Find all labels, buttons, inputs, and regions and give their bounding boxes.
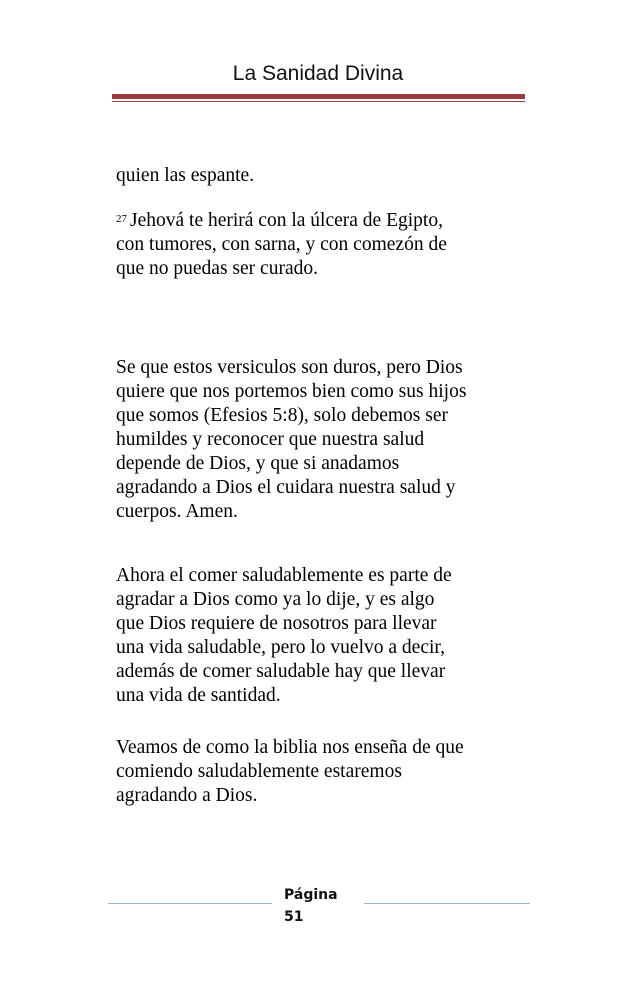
header-rule-thick [112, 94, 525, 99]
page-label: Página [284, 887, 338, 903]
text-line: que no puedas ser curado. [116, 258, 318, 279]
paragraph-2-verse [116, 209, 536, 281]
verse-number: 27 [116, 213, 127, 225]
header-rule-thin [112, 101, 525, 102]
text-line: agradar a Dios como ya lo dije, y es algo [116, 589, 435, 610]
paragraph-3 [116, 356, 536, 524]
text-line: una vida saludable, pero lo vuelvo a decir, [116, 637, 445, 658]
text-line: humildes y reconocer que nuestra salud [116, 429, 425, 450]
text-line: Ahora el comer saludablemente es parte de [116, 565, 452, 586]
text-line: con tumores, con sarna, y con comezón de [116, 234, 447, 255]
footer-rule-right [364, 903, 530, 904]
text-line: quien las espante. [116, 165, 255, 186]
running-header: La Sanidad Divina [232, 62, 404, 85]
text-line: además de comer saludable hay que llevar [116, 661, 446, 682]
text-line: depende de Dios, y que si anadamos [116, 453, 400, 474]
text-line: Se que estos versiculos son duros, pero Dios [116, 357, 463, 378]
text-line: que somos (Efesios 5:8), solo debemos ser [116, 405, 448, 426]
text-line: Veamos de como la biblia nos enseña de que [116, 737, 464, 758]
paragraph-5 [116, 736, 536, 808]
footer-rule-left [108, 903, 272, 904]
text-line: que Dios requiere de nosotros para llevar [116, 613, 437, 634]
page-number [284, 884, 338, 928]
text-line: una vida de santidad. [116, 685, 281, 706]
verse-text: Jehová te herirá con la úlcera de Egipto, [130, 210, 443, 231]
text-line: cuerpos. Amen. [116, 501, 238, 522]
paragraph-1 [116, 164, 536, 188]
page-number-value: 51 [284, 909, 304, 925]
text-line: agradando a Dios. [116, 785, 258, 806]
text-line: comiendo saludablemente estaremos [116, 761, 402, 782]
paragraph-4 [116, 564, 536, 708]
text-line: agradando a Dios el cuidara nuestra salud y [116, 477, 456, 498]
text-line: quiere que nos portemos bien como sus hijos [116, 381, 467, 402]
text-line [116, 209, 536, 233]
